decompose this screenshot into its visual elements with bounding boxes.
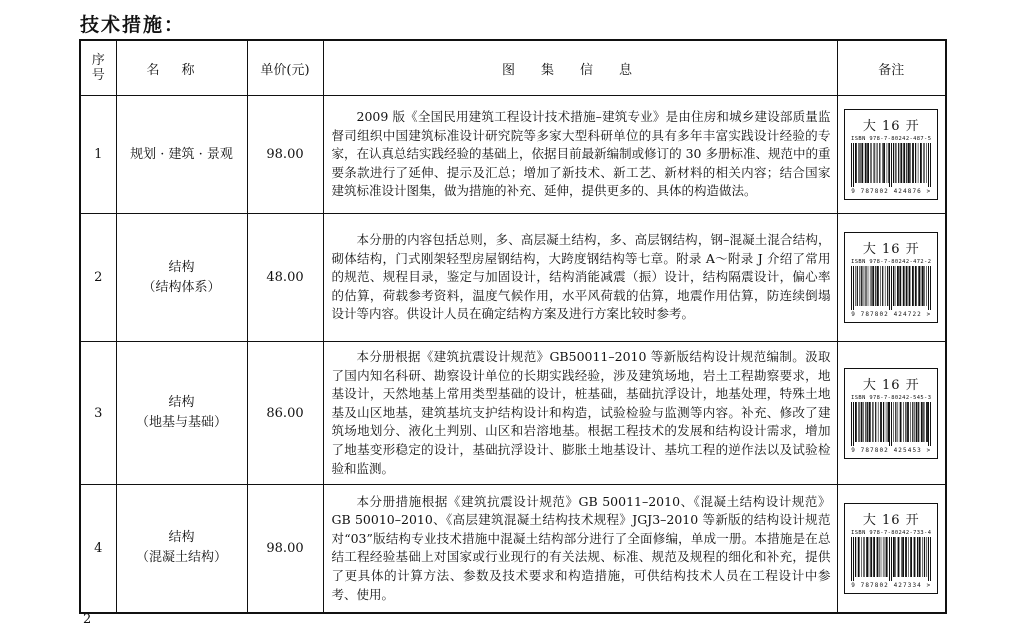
book-info-box	[844, 109, 938, 200]
table-row	[80, 214, 946, 342]
row-description: 2009 版《全国民用建筑工程设计技术措施–建筑专业》是由住房和城乡建设部质量监督司组织中国建筑标准设计研究院等多家大型科研单位的具有多年丰富实践设计经验的专家，在认真总结实践经验的基础上，依据目前最新编制或修订的 30 多册标准、规范中的重要条款进行了延伸、提示及汇总；增加了新技术、新工艺、新材料的相关内容；结合国家建筑标准设计图集，做为措施的补充、延伸，提供更多的、具体的构造做法。	[323, 96, 837, 214]
row-description: 本分册根据《建筑抗震设计规范》GB50011–2010 等新版结构设计规范编制。汲取了国内知名科研、勘察设计单位的长期实践经验，涉及建筑场地，岩土工程勘察要求，地基设计，天然地基上常用类型基础的设计，桩基础，基础抗浮设计，地基处理，特殊土地基及山区地基，建筑基坑支护结构设计和构造，试验检验与监测等内容。补充、修改了建筑场地划分、液化土判别、山区和岩溶地基。根据工程技术的发展和结构设计需求，增加了地基变形稳定的设计，基础抗浮设计、膨胀土地基设计、基坑工程的逆作法以及试验检验和监测。	[323, 342, 837, 485]
book-info-box	[844, 232, 938, 323]
barcode-image	[849, 402, 933, 446]
isbn-text: ISBN 978-7-80242-487-5	[851, 136, 932, 142]
ean-digits: 9 787802 425453 >	[851, 446, 932, 454]
ean-digits: 9 787802 424722 >	[851, 311, 932, 318]
book-format: 大 16 开	[862, 119, 920, 134]
row-price: 48.00	[247, 214, 323, 342]
ean-digits: 9 787802 427334 >	[851, 581, 932, 589]
header-note	[837, 40, 946, 96]
book-format: 大 16 开	[862, 242, 920, 257]
row-name	[116, 96, 247, 214]
book-info-box	[844, 503, 938, 594]
row-name-main: 结构	[168, 259, 195, 275]
ean-digits: 9 787802 424876 >	[851, 188, 932, 195]
table-row	[80, 342, 946, 485]
row-name	[116, 485, 247, 613]
book-format: 大 16 开	[862, 377, 920, 393]
row-number: 4	[80, 485, 116, 613]
row-name-sub: （混凝土结构）	[135, 550, 227, 566]
table-header-row	[80, 40, 946, 96]
header-price-label: 单价(元)	[260, 62, 310, 78]
row-price: 98.00	[247, 485, 323, 613]
header-no-label: 序 号	[91, 53, 105, 83]
header-no	[80, 40, 116, 96]
row-note	[837, 96, 946, 214]
barcode-image	[849, 266, 933, 310]
book-format: 大 16 开	[862, 512, 920, 528]
row-description: 本分册的内容包括总则，多、高层凝土结构，多、高层钢结构，钢–混凝土混合结构，砌体结构，门式刚架轻型房屋钢结构，大跨度钢结构等七章。附录 A～附录 J 介绍了常用的规范、规程目录，鉴定与加固设计，结构消能减震（振）设计，结构隔震设计，偏心率的估算，荷载参考资料，温度气候作用，水平风荷载的估算，地震作用估算，防连续倒塌设计等内容。供设计人员在确定结构方案及进行方案比较时参考。	[323, 214, 837, 342]
row-price: 98.00	[247, 96, 323, 214]
row-name	[116, 342, 247, 485]
header-name	[116, 40, 247, 96]
row-note	[837, 342, 946, 485]
row-number: 3	[80, 342, 116, 485]
row-name-main: 结构	[168, 530, 195, 546]
row-number: 2	[80, 214, 116, 342]
isbn-text: ISBN 978-7-80242-472-2	[851, 259, 932, 265]
row-name-main: 规划 · 建筑 · 景观	[130, 146, 233, 162]
row-name	[116, 214, 247, 342]
row-description: 本分册措施根据《建筑抗震设计规范》GB 50011–2010、《混凝土结构设计规范》GB 50010–2010、《高层建筑混凝土结构技术规程》JGJ3–2010 等新版的结构设计规范对“03”版结构专业技术措施中混凝土结构部分进行了全面修编，单成一册。本措施是在总结工程经验基础上对国家或行业现行的有关法规、标准、规范及规程的细化和补充，提供了更具体的计算方法、参数及技术要求和构造措施，可供结构技术人员在工程设计中参考、使用。	[323, 485, 837, 613]
isbn-text: ISBN 978-7-80242-545-3	[851, 394, 932, 401]
header-price	[247, 40, 323, 96]
header-info-label: 图集信息	[501, 62, 658, 78]
header-name-label: 名称	[146, 62, 217, 78]
header-note-label: 备注	[878, 62, 905, 78]
barcode-image	[849, 143, 933, 187]
barcode-image	[849, 537, 933, 581]
section-heading: 技术措施：	[80, 14, 186, 36]
row-name-sub: （结构体系）	[142, 279, 221, 295]
row-name-sub: （地基与基础）	[135, 415, 227, 431]
row-price: 86.00	[247, 342, 323, 485]
table-row	[80, 96, 946, 214]
isbn-text: ISBN 978-7-80242-733-4	[851, 529, 932, 536]
book-info-box	[844, 368, 938, 459]
page-number: 2	[83, 612, 92, 627]
catalog-table	[79, 39, 947, 614]
row-name-main: 结构	[168, 395, 195, 411]
table-row	[80, 485, 946, 613]
row-note	[837, 214, 946, 342]
header-info	[323, 40, 837, 96]
row-number: 1	[80, 96, 116, 214]
row-note	[837, 485, 946, 613]
